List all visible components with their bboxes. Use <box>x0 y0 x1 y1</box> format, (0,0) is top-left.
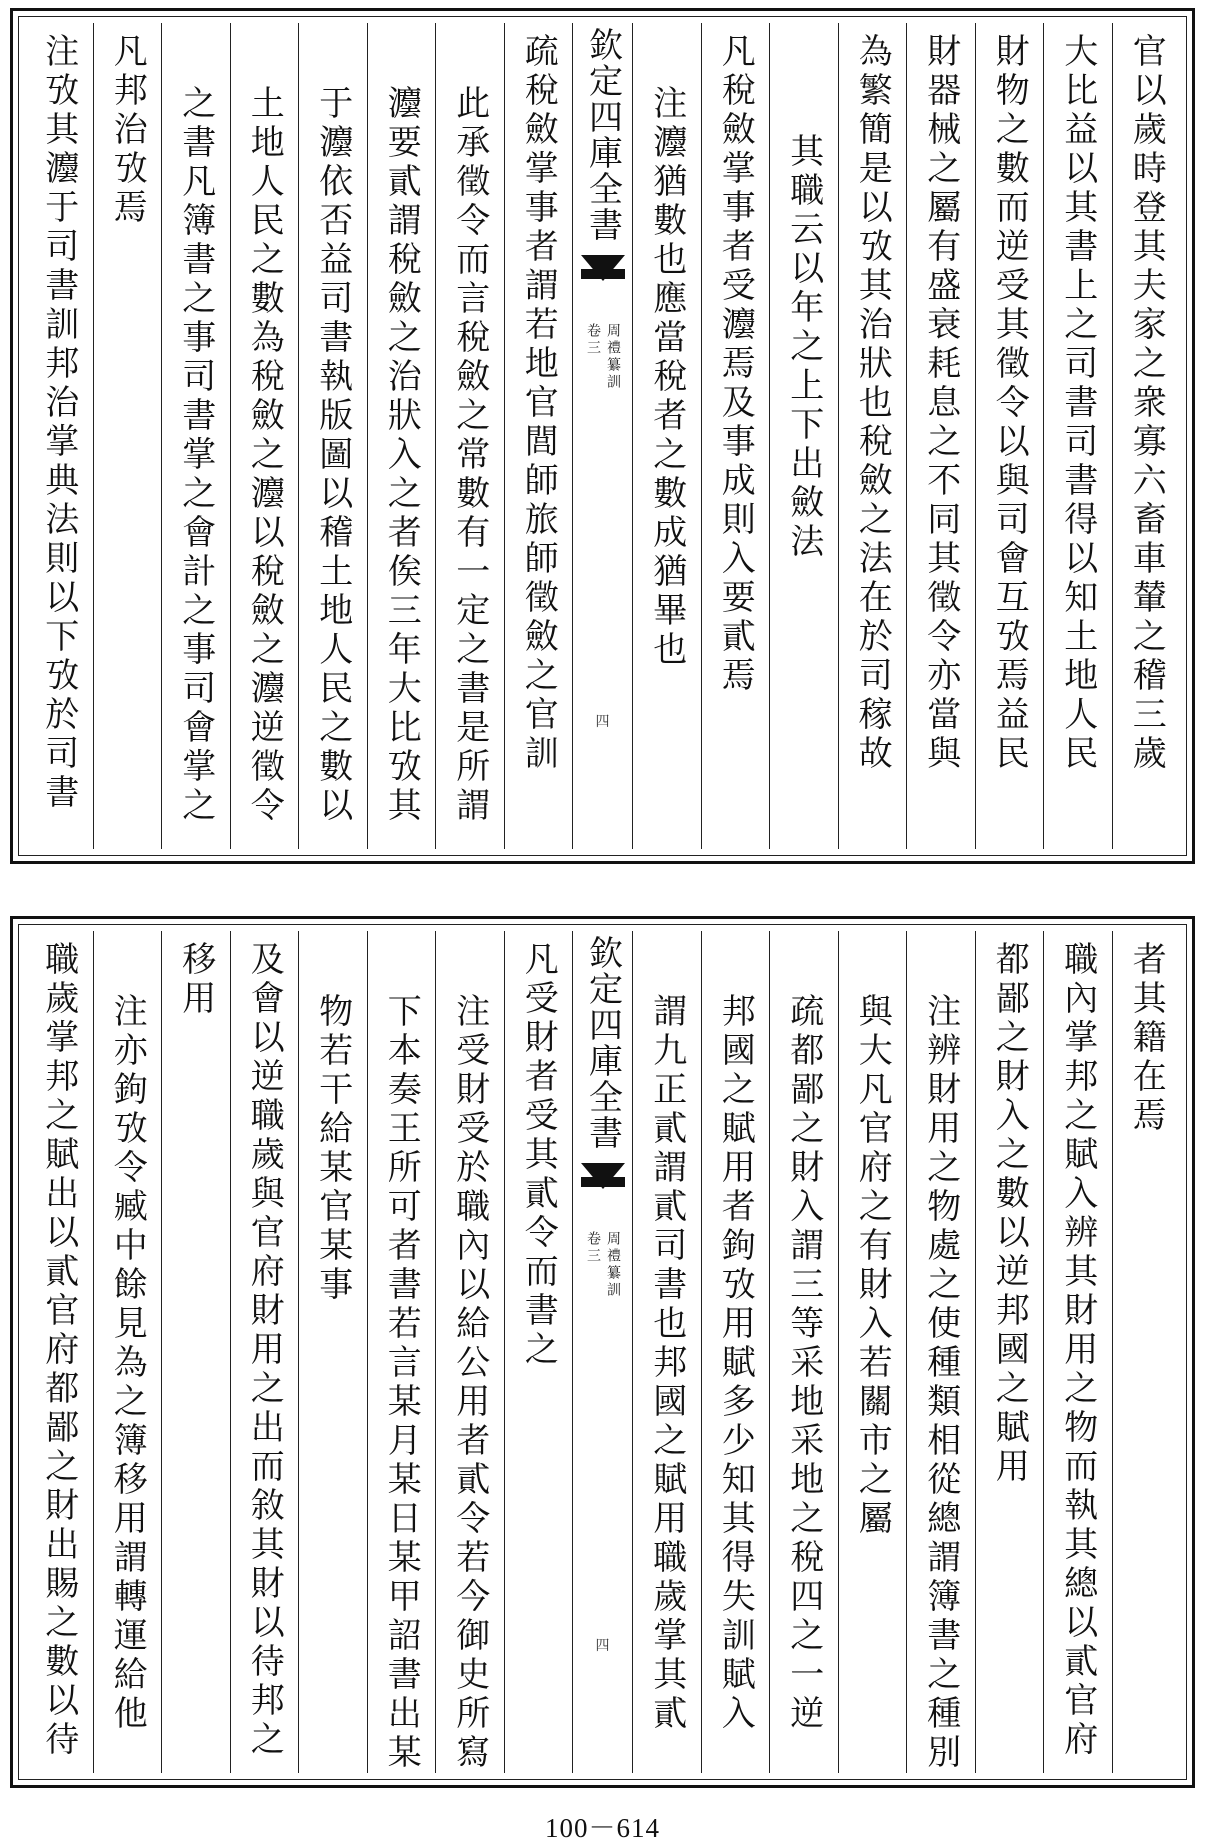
text-column <box>435 931 504 1773</box>
column-text: 灋要貳謂稅斂之治狀入之者俟三年大比攷其 <box>381 85 422 826</box>
column-text: 大比益以其書上之司書司書得以知土地人民 <box>1057 33 1098 774</box>
column-text: 注攷其灋于司書訓邦治掌典法則以下攷於司書 <box>38 33 79 813</box>
text-column <box>230 23 299 849</box>
text-column <box>1043 931 1112 1773</box>
text-column <box>435 23 504 849</box>
column-text: 職內掌邦之賦入辨其財用之物而執其總以貳官府 <box>1057 941 1098 1760</box>
column-text: 疏都鄙之財入謂三等采地采地之稅四之一逆 <box>783 993 824 1734</box>
text-column <box>230 931 299 1773</box>
text-column <box>93 931 162 1773</box>
column-text: 者其籍在焉 <box>1126 941 1167 1136</box>
column-text: 凡受財者受其貳令而書之 <box>518 941 559 1370</box>
juan-number: 卷三 <box>585 323 601 357</box>
top-page-columns <box>25 23 1180 849</box>
text-column <box>769 23 838 849</box>
column-text: 凡邦治攷焉 <box>107 33 148 228</box>
column-text: 于灋依否益司書執版圖以稽土地人民之數以 <box>312 85 353 826</box>
column-text: 其職云以年之上下出斂法 <box>783 133 824 562</box>
column-text: 移用 <box>175 941 216 1019</box>
folio-number: 四 <box>595 714 610 730</box>
top-page <box>10 8 1195 864</box>
column-text: 土地人民之數為稅斂之灋以稅斂之灋逆徵令 <box>244 85 285 826</box>
text-column <box>1112 931 1181 1773</box>
sub-book-title: 周禮纂訓 <box>605 1231 621 1299</box>
fish-tail-bar-icon <box>581 1177 625 1187</box>
bottom-page <box>10 916 1195 1788</box>
column-text: 注辨財用之物處之使種類相從總謂簿書之種別 <box>920 993 961 1773</box>
text-column <box>93 23 162 849</box>
page-number: 100－614 <box>545 1813 660 1843</box>
column-text: 物若干給某官某事 <box>312 993 353 1305</box>
column-text: 都鄙之財入之數以逆邦國之賦用 <box>989 941 1030 1487</box>
column-text: 財物之數而逆受其徵令以與司會互攷焉益民 <box>989 33 1030 774</box>
folio-number: 四 <box>595 1638 610 1654</box>
book-title: 欽定四庫全書 <box>582 27 623 243</box>
text-column <box>838 931 907 1773</box>
center-fold-column <box>572 931 632 1773</box>
text-column <box>906 931 975 1773</box>
column-text: 疏稅斂掌事者謂若地官閭師旅師徵斂之官訓 <box>518 33 559 774</box>
column-text: 注灋猶數也應當稅者之數成猶畢也 <box>646 85 687 670</box>
text-column <box>975 931 1044 1773</box>
text-column <box>1043 23 1112 849</box>
text-column <box>838 23 907 849</box>
text-column <box>25 23 93 849</box>
juan-number: 卷三 <box>585 1231 601 1265</box>
fish-tail-bar-icon <box>581 269 625 279</box>
text-column <box>367 23 436 849</box>
column-text: 注亦鉤攷令臧中餘見為之簿移用謂轉運給他 <box>107 993 148 1734</box>
center-fold-column <box>572 23 632 849</box>
sub-book-title: 周禮纂訓 <box>605 323 621 391</box>
column-text: 財器械之屬有盛衰耗息之不同其徵令亦當與 <box>920 33 961 774</box>
column-text: 職歲掌邦之賦出以貳官府都鄙之財出賜之數以待 <box>38 941 79 1760</box>
text-column <box>161 931 230 1773</box>
column-text: 官以歲時登其夫家之衆寡六畜車輦之稽三歲 <box>1126 33 1167 774</box>
text-column <box>975 23 1044 849</box>
column-text: 與大凡官府之有財入若關市之屬 <box>852 993 893 1539</box>
text-column <box>161 23 230 849</box>
text-column <box>367 931 436 1773</box>
column-text: 凡稅斂掌事者受灋焉及事成則入要貳焉 <box>715 33 756 696</box>
text-column <box>769 931 838 1773</box>
text-column <box>701 23 770 849</box>
text-column <box>701 931 770 1773</box>
text-column <box>504 23 573 849</box>
column-text: 下本奏王所可者書若言某月某日某甲詔書出某 <box>381 993 422 1773</box>
text-column <box>25 931 93 1773</box>
column-text: 謂九正貳謂貳司書也邦國之賦用職歲掌其貳 <box>646 993 687 1734</box>
column-text: 之書凡簿書之事司書掌之會計之事司會掌之 <box>175 85 216 826</box>
column-text: 及會以逆職歲與官府財用之出而敘其財以待邦之 <box>244 941 285 1760</box>
text-column <box>298 931 367 1773</box>
column-text: 為繁簡是以攷其治狀也稅斂之法在於司稼故 <box>852 33 893 774</box>
text-column <box>632 23 701 849</box>
text-column <box>298 23 367 849</box>
bottom-page-columns <box>25 931 1180 1773</box>
column-text: 此承徵令而言稅斂之常數有一定之書是所謂 <box>449 85 490 826</box>
column-text: 注受財受於職內以給公用者貳令若今御史所寫 <box>449 993 490 1773</box>
column-text: 邦國之賦用者鉤攷用賦多少知其得失訓賦入 <box>715 993 756 1734</box>
text-column <box>632 931 701 1773</box>
book-title: 欽定四庫全書 <box>582 935 623 1151</box>
text-column <box>906 23 975 849</box>
text-column <box>1112 23 1181 849</box>
text-column <box>504 931 573 1773</box>
